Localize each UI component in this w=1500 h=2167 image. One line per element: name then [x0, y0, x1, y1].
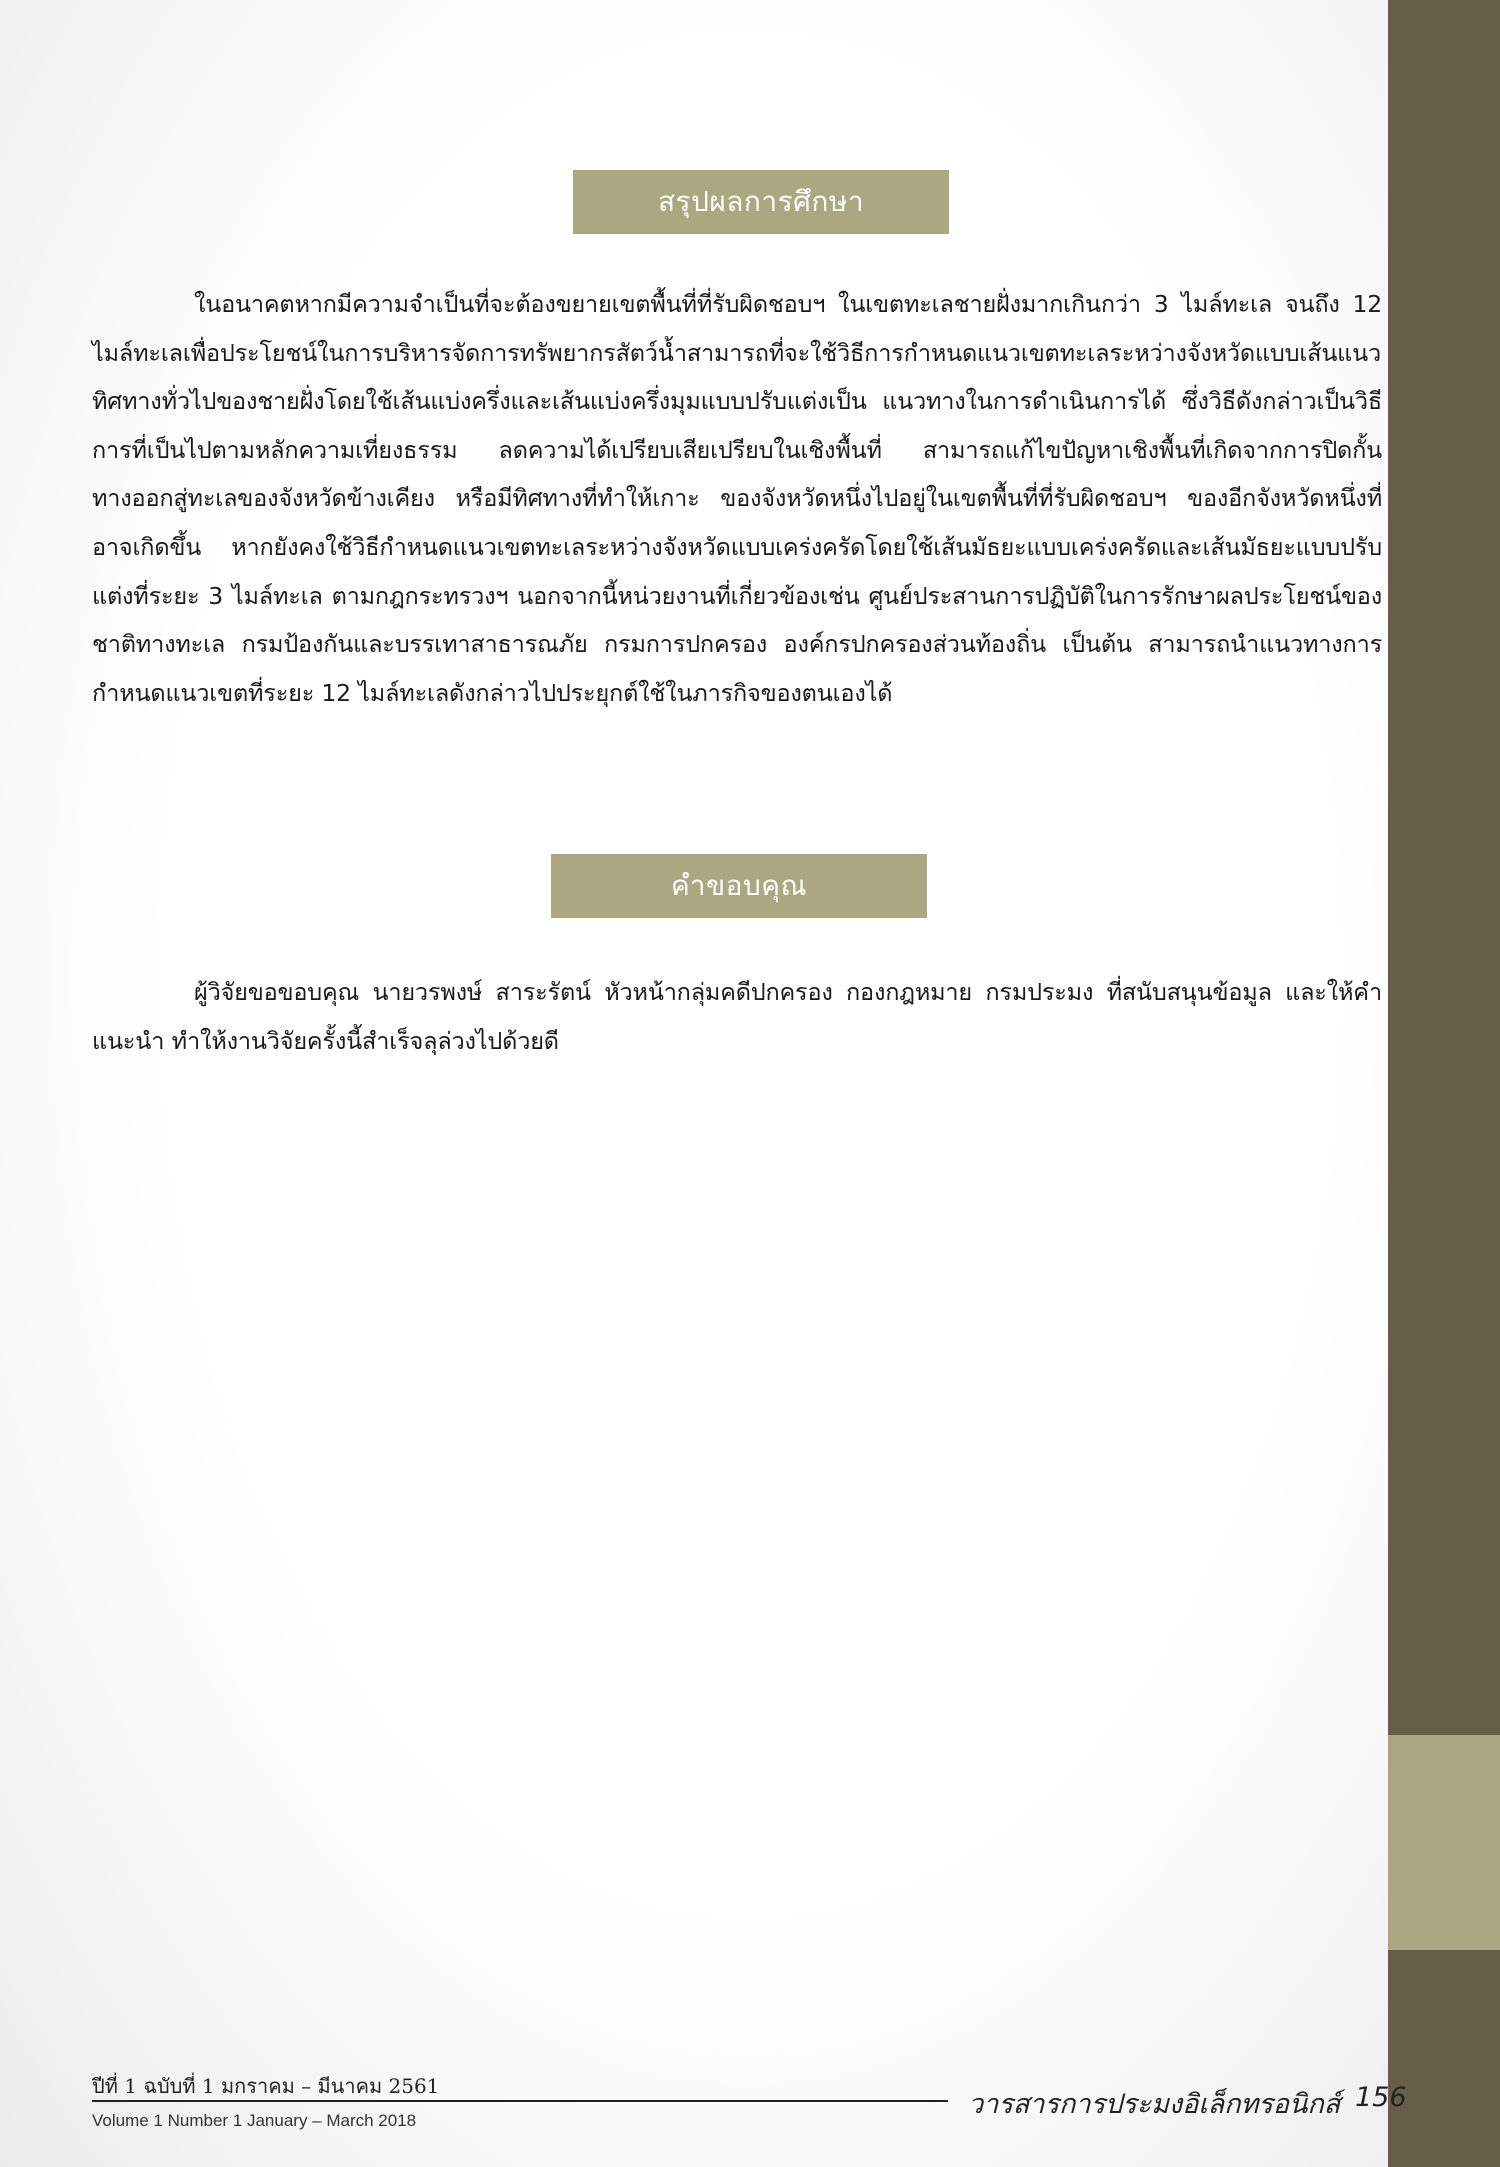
footer-issue-thai: ปีที่ 1 ฉบับที่ 1 มกราคม – มีนาคม 2561 [92, 2074, 440, 2098]
page-number: 156 [1355, 2082, 1407, 2113]
footer-issue-english: Volume 1 Number 1 January – March 2018 [92, 2111, 417, 2130]
footer-journal-title: วารสารการประมงอิเล็กทรอนิกส์ [968, 2089, 1341, 2120]
acknowledgement-paragraph: ผู้วิจัยขอขอบคุณ นายวรพงษ์ สาระรัตน์ หัวหน้ากลุ่มคดีปกครอง กองกฎหมาย กรมประมง ที่สนับสนุนข้อมูล และให้คำแนะนำ ทำให้งานวิจัยครั้งนี้สำเร็จลุล่วงไปด้วยดี [92, 978, 1382, 1055]
summary-body [92, 280, 1382, 717]
footer-divider [92, 2100, 948, 2102]
acknowledgement-body [92, 968, 1382, 1065]
sidebar-light-band [1388, 1735, 1500, 1950]
section-heading-summary: สรุปผลการศึกษา [573, 170, 949, 234]
section-heading-acknowledgement: คำขอบคุณ [551, 854, 927, 918]
summary-paragraph: ในอนาคตหากมีความจำเป็นที่จะต้องขยายเขตพื้นที่ที่รับผิดชอบฯ ในเขตทะเลชายฝั่งมากเกินกว่า 3 ไมล์ทะเล จนถึง 12 ไมล์ทะเลเพื่อประโยชน์ในการบริหารจัดการทรัพยากรสัตว์น้ำสามารถที่จะใช้วิธีการกำหนดแนวเขตทะเลระหว่างจังหวัดแบบเส้นแนวทิศทางทั่วไปของชายฝั่งโดยใช้เส้นแบ่งครึ่งและเส้นแบ่งครึ่งมุมแบบปรับแต่งเป็น แนวทางในการดำเนินการได้ ซึ่งวิธีดังกล่าวเป็นวิธีการที่เป็นไปตามหลักความเที่ยงธรรม ลดความได้เปรียบเสียเปรียบในเชิงพื้นที่ สามารถแก้ไขปัญหาเชิงพื้นที่เกิดจากการปิดกั้นทางออกสู่ทะเลของจังหวัดข้างเคียง หรือมีทิศทางที่ทำให้เกาะ ของจังหวัดหนึ่งไปอยู่ในเขตพื้นที่ที่รับผิดชอบฯ ของอีกจังหวัดหนึ่งที่อาจเกิดขึ้น หากยังคงใช้วิธีกำหนดแนวเขตทะเลระหว่างจังหวัดแบบเคร่งครัดโดยใช้เส้นมัธยะแบบเคร่งครัดและเส้นมัธยะแบบปรับแต่งที่ระยะ 3 ไมล์ทะเล ตามกฎกระทรวงฯ นอกจากนี้หน่วยงานที่เกี่ยวข้องเช่น ศูนย์ประสานการปฏิบัติในการรักษาผลประโยชน์ของชาติทางทะเล กรมป้องกันและบรรเทาสาธารณภัย กรมการปกครอง องค์กรปกครองส่วนท้องถิ่น เป็นต้น สามารถนำแนวทางการกำหนดแนวเขตที่ระยะ 12 ไมล์ทะเลดังกล่าวไปประยุกต์ใช้ในภารกิจของตนเองได้ [92, 290, 1382, 707]
